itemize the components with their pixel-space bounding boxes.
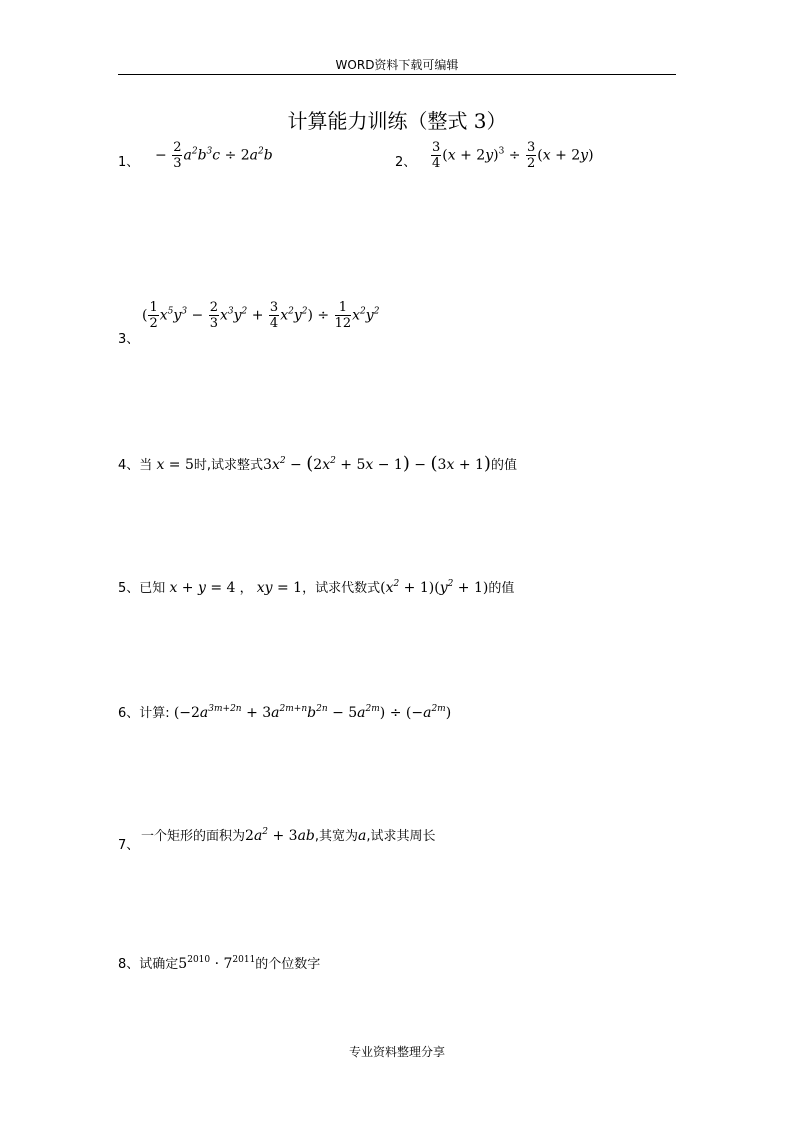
problem-4-text-c: 的值 xyxy=(490,458,517,473)
problem-6-text-a: 计算: xyxy=(139,706,170,721)
problem-1-number: 1、 xyxy=(118,155,140,170)
problem-7-text-b: ,其宽为 xyxy=(314,829,359,844)
problem-5-text-d: 的值 xyxy=(488,581,515,596)
problem-4-text-b: 时,试求整式 xyxy=(193,458,264,473)
problem-1-expression: − $\frac{2}{3}$ $a^2b^3c \div 2a^2b$ xyxy=(155,140,273,171)
problem-8-text-a: 试确定 xyxy=(139,957,179,972)
header-rule xyxy=(118,74,676,75)
problem-5-text-a: 已知 xyxy=(139,581,166,596)
problem-3-expression: ( $\frac{1}{2}$ $x^5y^3$ − $\frac{2}{3}$ $x^3y^2$ + $\frac{3}{4}$ $x^2y^2$) ÷ $\frac{1}{12}$ $x^2y^2$ xyxy=(142,300,380,331)
problem-4-number: 4、 xyxy=(118,458,140,473)
problem-2-expression: $\frac{3}{4}$ $(x + 2y)^3$ ÷ $\frac{3}{2}$ (x + 2y) xyxy=(432,140,594,171)
problem-6: 6、计算: $(-2a^{3m+2n} + 3a^{2m+n}b^{2n} - 5a^{2m}) \div (-a^{2m})$ xyxy=(118,704,452,721)
problem-7-number: 7、 xyxy=(118,838,140,853)
problem-8: 8、试确定$5^{2010} \cdot 7^{2011}$的个位数字 xyxy=(118,955,321,972)
problem-7-text-c: ,试求其周长 xyxy=(366,829,436,844)
problem-8-text-b: 的个位数字 xyxy=(255,957,321,972)
page-header: WORD资料下载可编辑 xyxy=(335,58,459,72)
problem-2-number: 2、 xyxy=(395,155,417,170)
problem-7-text-a: 一个矩形的面积为 xyxy=(141,829,246,844)
problem-6-number: 6、 xyxy=(118,706,140,721)
problem-5-text-c: ，试求代数式 xyxy=(302,581,381,596)
problem-5-text-b: ， xyxy=(239,581,253,596)
problem-3-number: 3、 xyxy=(118,332,140,347)
page-title: 计算能力训练（整式 3） xyxy=(287,109,507,133)
problem-4-text-a: 当 xyxy=(139,458,153,473)
problem-5-number: 5、 xyxy=(118,581,140,596)
problem-8-number: 8、 xyxy=(118,957,140,972)
problem-5: 5、已知 x + y = 4 ， xy = 1，试求代数式$(x^2 + 1)(y^2 + 1)$的值 xyxy=(118,579,515,596)
problem-4: 4、当 x = 5时,试求整式$3x^2 - (2x^2 + 5x - 1) - (3x + 1)$的值 xyxy=(118,453,517,474)
page-footer: 专业资料整理分享 xyxy=(348,1045,445,1059)
problem-7: 一个矩形的面积为$2a^2 + 3ab$,其宽为a,试求其周长 xyxy=(141,827,436,844)
